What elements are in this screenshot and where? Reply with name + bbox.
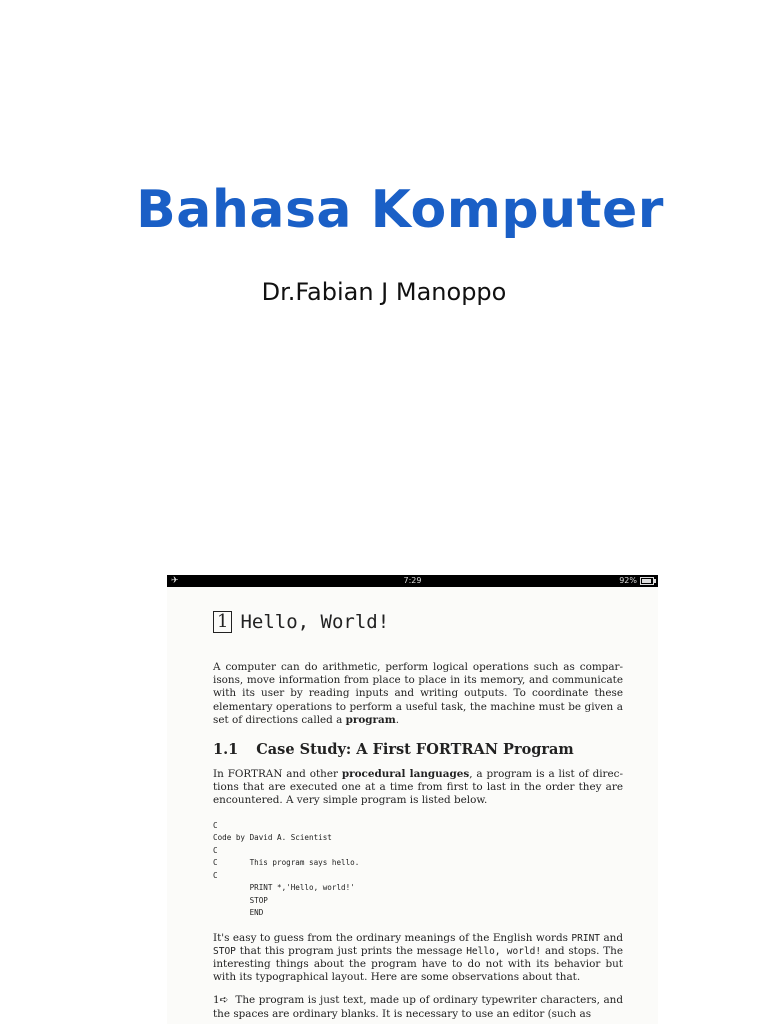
book-page-screenshot <box>167 575 658 1024</box>
section-paragraph <box>213 768 623 808</box>
text-run: The program is just text, made up of ordinary typewriter characters, and the spaces are ordinary blanks. It is necessary to use an editor (such as <box>213 994 624 1020</box>
section-title: Case Study: A First FORTRAN Program <box>256 741 574 759</box>
observation-marker: 1➪ <box>213 994 229 1007</box>
status-time: 7:29 <box>403 576 422 585</box>
code-word: PRINT <box>571 932 601 944</box>
status-bar <box>167 575 658 587</box>
text-run: and stops. The interesting things about the program have to do not with its behavior but with its typographical layout. Here are some observations about that. <box>213 944 624 984</box>
observation-paragraph <box>213 994 623 1020</box>
battery-icon <box>640 577 654 585</box>
battery-percent: 92% <box>619 576 637 585</box>
code-word: STOP <box>213 945 236 957</box>
explanation-paragraph <box>213 932 623 985</box>
text-run: and <box>600 931 623 944</box>
text-run: that this program just prints the message <box>235 944 467 957</box>
text-run: , a program is a list of direc- tions that are executed one at a time from first to last in the order they are encountered. A very simple program is listed below. <box>213 768 624 807</box>
book-page <box>213 587 623 1021</box>
section-heading <box>213 741 623 758</box>
airplane-icon: ✈ <box>171 576 179 586</box>
slide-subtitle: Dr.Fabian J Manoppo <box>261 278 507 306</box>
intro-paragraph <box>213 661 623 727</box>
intro-line: . <box>395 713 400 726</box>
intro-line: a set of directions called a <box>213 700 623 726</box>
intro-line: isons, move information from place to place in its memory, and communicate <box>213 674 623 687</box>
slide-title: Bahasa Komputer <box>136 180 664 240</box>
text-run: It's easy to guess from the ordinary meanings of the English words <box>213 931 572 944</box>
section-number: 1.1 <box>213 741 239 759</box>
intro-line: elementary operations to perform a useful task, the machine must be given <box>213 700 614 713</box>
chapter-number: 1 <box>213 611 232 633</box>
battery-status <box>619 575 654 587</box>
text-run: In FORTRAN and other <box>213 768 342 781</box>
code-listing: C Code by David A. Scientist C C This program says hello. C PRINT *,'Hello, world!' STOP END <box>213 820 360 918</box>
chapter-title: Hello, World! <box>240 611 390 633</box>
bold-term: procedural languages <box>341 768 470 781</box>
intro-line: A computer can do arithmetic, perform logical operations such as compar- <box>213 661 623 673</box>
code-word: Hello, world! <box>466 945 542 957</box>
intro-keyword: program <box>345 713 396 726</box>
chapter-heading <box>213 611 623 633</box>
intro-line: with its user by reading inputs and writing outputs. To coordinate these <box>213 687 623 700</box>
